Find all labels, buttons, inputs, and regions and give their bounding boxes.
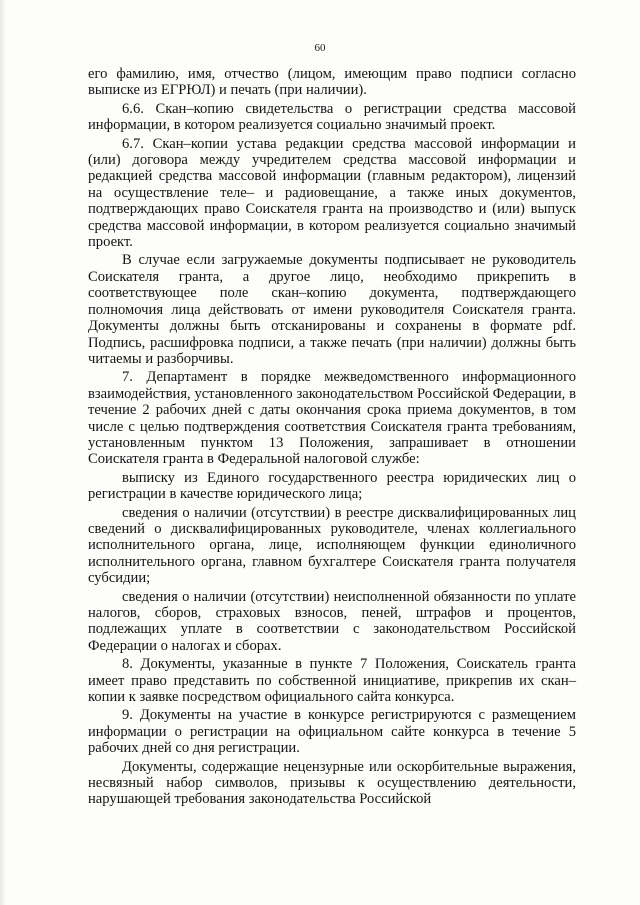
paragraph-6-7: 6.7. Скан–копии устава редакции средства массовой информации и (или) договора между учредителем средства массовой информации и редакцией средства массовой информации (главным редактором), лицензий на осуществление теле– и радиовещание, а также иных документов, подтверждающих право Соискателя гранта на производство и (или) выпуск средства массовой информации, в котором реализуется социально значимый проект. (88, 135, 576, 251)
paragraph-7-item-disqualified: сведения о наличии (отсутствии) в реестре дисквалифицированных лиц сведений о дисквалифицированных руководителе, членах коллегиального исполнительного органа, лице, исполняющем функции единоличного исполнительного органа, главном бухгалтере Соискателя гранта получателя субсидии; (88, 504, 576, 587)
page-number: 60 (314, 42, 326, 54)
paragraph-9-continued: Документы, содержащие нецензурные или оскорбительные выражения, несвязный набор символов, призывы к осуществлению деятельности, нарушающей требования законодательства Российской (88, 758, 576, 808)
paragraph-6-6: 6.6. Скан–копию свидетельства о регистрации средства массовой информации, в котором реализуется социально значимый проект. (88, 100, 576, 134)
paragraph-signatory-note: В случае если загружаемые документы подписывает не руководитель Соискателя гранта, а другое лицо, необходимо прикрепить в соответствующее поле скан–копию документа, подтверждающего полномочия лица действовать от имени руководителя Соискателя гранта. Документы должны быть отсканированы и сохранены в формате pdf. Подпись, расшифровка подписи, а также печать (при наличии) должны быть читаемы и разборчивы. (88, 252, 576, 367)
paragraph-7-item-extract: выписку из Единого государственного реестра юридических лиц о регистрации в качестве юридического лица; (88, 469, 576, 503)
paragraph-8: 8. Документы, указанные в пункте 7 Положения, Соискатель гранта имеет право представить по собственной инициативе, прикрепив их скан–копии к заявке посредством официального сайта конкурса. (88, 656, 576, 706)
document-body (88, 66, 576, 810)
paragraph-continuation: его фамилию, имя, отчество (лицом, имеющим право подписи согласно выписке из ЕГРЮЛ) и печать (при наличии). (88, 66, 576, 99)
paragraph-7: 7. Департамент в порядке межведомственного информационного взаимодействия, установленного законодательством Российской Федерации, в течение 2 рабочих дней с даты окончания срока приема документов, в том числе с целью подтверждения соответствия Соискателя гранта требованиям, установленным пунктом 13 Положения, запрашивает в отношении Соискателя гранта в Федеральной налоговой службе: (88, 369, 576, 468)
scan-edge-shadow (0, 0, 6, 905)
paragraph-9: 9. Документы на участие в конкурсе регистрируются с размещением информации о регистрации на официальном сайте конкурса в течение 5 рабочих дней со дня регистрации. (88, 707, 576, 757)
paragraph-7-item-taxes: сведения о наличии (отсутствии) неисполненной обязанности по уплате налогов, сборов, страховых взносов, пеней, штрафов и процентов, подлежащих уплате в соответствии с законодательством Российской Федерации о налогах и сборах. (88, 588, 576, 654)
